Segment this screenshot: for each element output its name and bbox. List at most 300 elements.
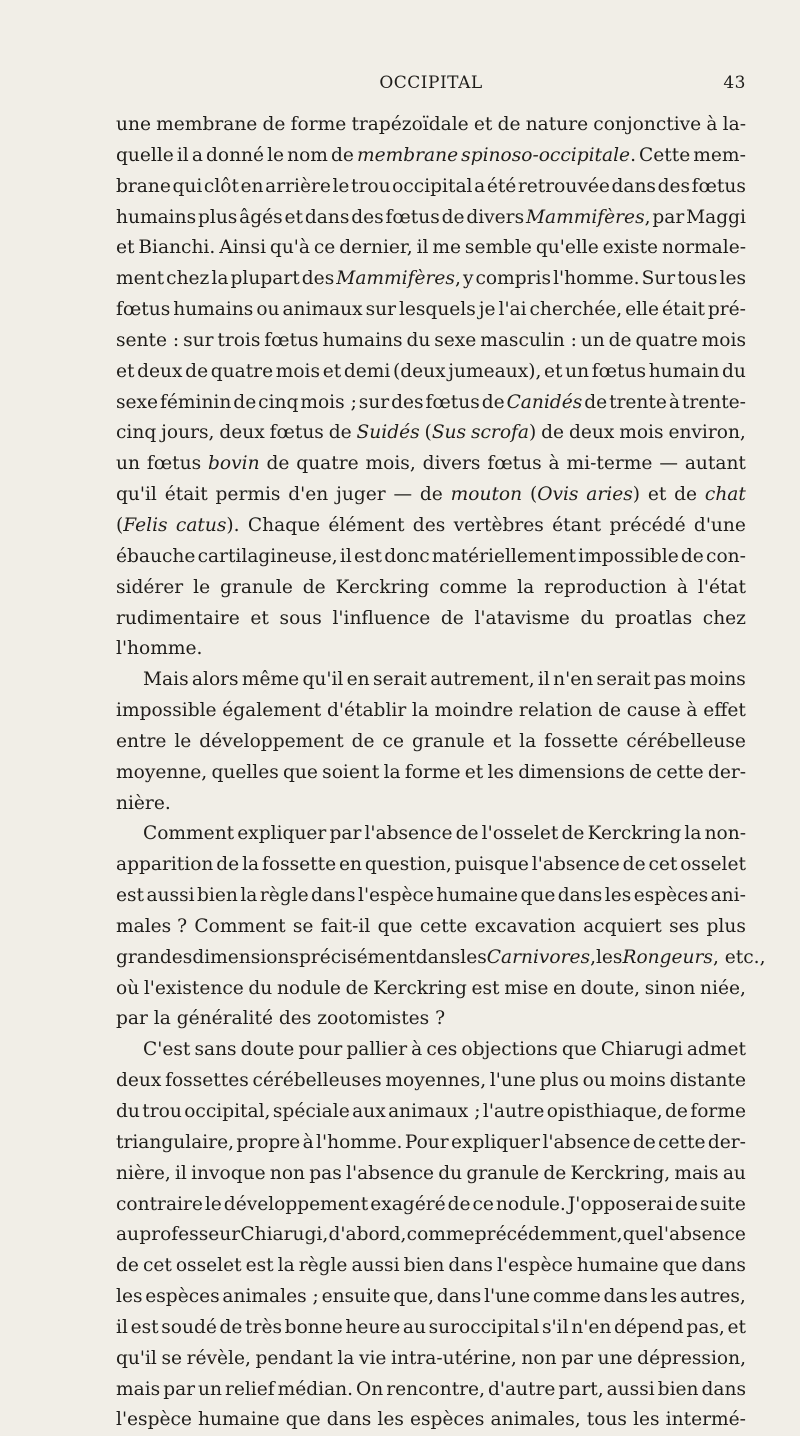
word-text: Chiarugi (600, 1039, 683, 1061)
word (677, 573, 688, 604)
word-text: de (455, 823, 479, 845)
word (692, 172, 746, 203)
word (116, 264, 164, 295)
word-text: la (240, 885, 258, 907)
word (384, 542, 430, 573)
word (474, 172, 485, 203)
word-text: impossible (578, 545, 679, 567)
text-line (116, 542, 746, 573)
word-text: forme (290, 114, 347, 135)
word-text: cérébelleuse (626, 730, 746, 752)
word (273, 1097, 350, 1128)
word (270, 1159, 305, 1190)
word (472, 974, 500, 1005)
word-text: fœtus (146, 453, 202, 475)
word (412, 696, 429, 727)
word (561, 1344, 593, 1375)
word (584, 388, 607, 419)
text-line (116, 604, 746, 635)
word-text: sente : (116, 329, 180, 351)
word-text: suroccipital (428, 1316, 540, 1338)
word (116, 974, 139, 1005)
italic-word: mouton (450, 484, 523, 506)
word-text: ses (669, 915, 700, 937)
word-text: je (478, 299, 496, 321)
word-text: que (561, 1039, 597, 1061)
word-text: sexe (116, 391, 159, 413)
word (622, 943, 765, 974)
word (436, 881, 518, 912)
word-text: de (233, 391, 257, 413)
word (177, 141, 189, 172)
word-text: elle (625, 299, 659, 321)
word (685, 449, 746, 480)
word-text: granule (220, 576, 293, 598)
word-text: de (330, 144, 354, 166)
word (411, 1035, 422, 1066)
word (299, 943, 416, 974)
word (298, 1035, 342, 1066)
word-text: un (565, 360, 590, 382)
word-text: nom (287, 144, 328, 166)
text-line (116, 573, 746, 604)
text-line (116, 881, 746, 912)
word (441, 604, 464, 635)
word-text: mois (275, 360, 321, 382)
text-line (116, 1097, 746, 1128)
word-text: espèces (145, 1286, 220, 1308)
word-text: de (440, 607, 464, 629)
word (603, 1282, 648, 1313)
word-text: que (377, 915, 413, 937)
word (536, 233, 599, 264)
word-text: trou (142, 1101, 182, 1122)
word (327, 1405, 372, 1436)
word (359, 388, 389, 419)
word-text: osselet (680, 854, 746, 876)
word (694, 511, 746, 542)
word-text: que (285, 1409, 321, 1431)
word (598, 1344, 633, 1375)
word (116, 203, 196, 234)
word (648, 480, 666, 511)
word-text: y (462, 268, 474, 290)
word-text: la (211, 268, 229, 290)
word (391, 1344, 517, 1375)
word-text: sexe (434, 329, 477, 351)
word (416, 943, 461, 974)
text-line (116, 388, 746, 419)
italic-word: catus (175, 514, 227, 536)
word-text: de (608, 329, 632, 351)
word-text: humaine (576, 1255, 659, 1277)
word-text: reproduction (544, 576, 667, 598)
word (496, 1190, 566, 1221)
word (285, 1313, 343, 1344)
word (580, 604, 604, 635)
word-text: la- (722, 114, 746, 135)
word-text: les (604, 885, 632, 907)
word-text: Pour (404, 1131, 449, 1153)
word-text: l'espèce (496, 1255, 573, 1277)
word (405, 1128, 449, 1159)
word-text: de (497, 114, 521, 135)
word (682, 388, 746, 419)
word-text: cette (656, 761, 704, 783)
word (426, 388, 480, 419)
word-text: cinq (258, 391, 299, 413)
word (544, 573, 667, 604)
word-text: intra-utérine, (391, 1347, 517, 1369)
word-text: autrement, (430, 669, 535, 691)
word-text: très (245, 1316, 283, 1338)
word (220, 573, 293, 604)
word (331, 141, 354, 172)
word-text: et (544, 360, 563, 382)
word-text: en (339, 854, 362, 876)
word-text: environ, (668, 422, 746, 444)
word (665, 1097, 688, 1128)
word-text: Chaque (247, 514, 321, 536)
word (521, 1344, 556, 1375)
word (633, 1405, 660, 1436)
word-text: que, (393, 1286, 435, 1308)
word (432, 233, 461, 264)
word-text: de (598, 700, 622, 722)
word-text: de (351, 730, 375, 752)
word (541, 418, 564, 449)
word-text: nodule. (495, 1193, 566, 1215)
word (383, 727, 404, 758)
word-text: animaux (282, 299, 363, 321)
word-text: dans (304, 206, 350, 228)
word-text: opisthiaque, (546, 1101, 663, 1122)
word (339, 233, 412, 264)
word-text: Bianchi. (138, 237, 216, 259)
word-text: les (377, 1409, 404, 1431)
word (442, 203, 465, 234)
word (198, 542, 338, 573)
word (519, 696, 593, 727)
word-text: dépend (613, 1316, 684, 1338)
word (340, 542, 352, 573)
word-text: sinon (644, 977, 696, 999)
word (540, 1066, 579, 1097)
word-text: de (266, 453, 290, 475)
word-text: Cette (639, 144, 691, 166)
word (393, 1282, 434, 1313)
word (392, 172, 472, 203)
word-text: acquiert (583, 915, 662, 937)
word-text: est (116, 885, 145, 907)
word (547, 1097, 663, 1128)
word (423, 449, 481, 480)
word-text: trois (217, 329, 261, 351)
word (544, 357, 562, 388)
text-line (116, 696, 746, 727)
word-text: Sur (641, 268, 676, 290)
text-line (116, 418, 746, 449)
word (216, 850, 239, 881)
word-text: spéciale (272, 1101, 350, 1122)
word (302, 665, 343, 696)
word (116, 1251, 139, 1282)
word (194, 1035, 236, 1066)
word (173, 295, 253, 326)
word (609, 326, 632, 357)
word (267, 141, 284, 172)
word-text: la (242, 854, 260, 876)
word-text: fœtus (487, 453, 542, 475)
word-text: de (674, 484, 698, 506)
word (116, 1405, 192, 1436)
word-text: retrouvée (517, 175, 610, 197)
word (216, 480, 281, 511)
word-text: quelles (211, 761, 279, 783)
word-text: chez (702, 607, 746, 629)
text-line (116, 1004, 746, 1035)
word-text: clôt (203, 175, 239, 197)
word-text: relief (224, 1378, 275, 1400)
word (475, 912, 576, 943)
word-text: règle (298, 1255, 348, 1277)
word-text: fœtus (591, 360, 647, 382)
text-line (116, 974, 746, 1005)
word (693, 141, 746, 172)
word-text: bien (403, 1255, 445, 1277)
word-text: que (520, 885, 556, 907)
text-line (116, 1066, 746, 1097)
word (571, 1159, 671, 1190)
word-text: doute, (580, 977, 641, 999)
word (146, 881, 194, 912)
word (448, 1251, 493, 1282)
word (116, 1097, 140, 1128)
word-text: nière, (116, 1162, 171, 1184)
word-text: d'une (693, 514, 746, 536)
word (185, 357, 208, 388)
word (542, 1128, 630, 1159)
word-text: excavation (474, 915, 576, 937)
text-line (116, 1405, 746, 1436)
word-text: l'atavisme (474, 607, 570, 629)
word (634, 881, 708, 912)
word (116, 480, 157, 511)
word (359, 1344, 386, 1375)
word (577, 1251, 659, 1282)
word-text: C'est (143, 1039, 191, 1061)
word-text: le (193, 576, 211, 598)
word (347, 665, 370, 696)
word-text: non (269, 1162, 306, 1184)
word (701, 1251, 746, 1282)
word-text: le (174, 730, 192, 752)
word-text: de (665, 1101, 688, 1122)
word-text: l'espèce (116, 1409, 192, 1431)
word-text: fœtus (385, 206, 440, 228)
word-text: proatlas (615, 607, 693, 629)
word-text: ébauche (116, 545, 196, 567)
word-text: que (662, 1255, 698, 1277)
word (553, 264, 639, 295)
word (116, 326, 179, 357)
word (407, 1220, 475, 1251)
word (143, 1035, 190, 1066)
word (205, 1190, 222, 1221)
word (208, 449, 260, 480)
italic-word: membrane (356, 144, 459, 166)
word (698, 573, 746, 604)
word-text: de (262, 114, 286, 135)
word-text: permis (215, 484, 281, 506)
word-text: de (216, 854, 240, 876)
word (303, 573, 326, 604)
word-text: quatre (296, 453, 359, 475)
word-text: d'établir (326, 700, 407, 722)
word-text: dans (311, 885, 356, 907)
word-text: les (487, 761, 514, 783)
word-text: qu'il (302, 669, 344, 691)
word (231, 264, 300, 295)
word (651, 1282, 678, 1313)
word-text: dans (701, 1255, 746, 1277)
word (299, 1251, 348, 1282)
word (484, 1282, 530, 1313)
word-text: de (441, 206, 465, 228)
word-text: à (668, 391, 680, 413)
word (116, 141, 174, 172)
word (224, 1190, 368, 1221)
word (544, 727, 618, 758)
word (116, 1128, 234, 1159)
word (687, 1035, 746, 1066)
word-text: sous (279, 607, 322, 629)
word-text: le (267, 144, 285, 166)
italic-word: Canidés (506, 391, 583, 413)
word-text: et (116, 360, 135, 382)
word (662, 233, 746, 264)
word-text: dernier, (339, 237, 413, 259)
word (337, 1344, 354, 1375)
word (499, 295, 527, 326)
word (241, 172, 264, 203)
word-text: nodule (276, 977, 341, 999)
word-text: der- (707, 761, 746, 783)
text-line (116, 912, 746, 943)
word (211, 357, 273, 388)
word (198, 1405, 280, 1436)
word (370, 1190, 445, 1221)
body-text (116, 110, 766, 1436)
word-text: mise (504, 977, 549, 999)
word-text: dans (701, 1378, 746, 1400)
word (276, 357, 320, 388)
word-text: grandes (116, 946, 193, 968)
word (191, 1159, 266, 1190)
word (385, 1066, 486, 1097)
text-line (116, 511, 746, 542)
word (388, 1097, 480, 1128)
word (670, 1066, 746, 1097)
word-text: du (580, 607, 605, 629)
word (302, 264, 334, 295)
word (278, 1375, 353, 1406)
word-text: pallier (346, 1039, 408, 1061)
word-text: plus (197, 206, 238, 228)
word-text: sur (183, 329, 214, 351)
text-line (116, 1128, 746, 1159)
word (187, 1344, 251, 1375)
word-text: aussi (606, 1378, 655, 1400)
word-text: par (163, 1378, 196, 1400)
word (194, 912, 285, 943)
text-line (116, 943, 766, 974)
word-text: niée, (700, 977, 746, 999)
word-text: de (541, 422, 565, 444)
word-text: les (650, 1286, 678, 1308)
word-text: le (332, 175, 350, 197)
text-line (116, 1313, 746, 1344)
word (143, 665, 189, 696)
text-line (116, 449, 746, 480)
word (225, 1375, 275, 1406)
word (497, 1251, 573, 1282)
word (165, 480, 208, 511)
word (642, 264, 676, 295)
word-text: par la généralité des zootomistes ? (116, 1008, 446, 1030)
word (662, 295, 705, 326)
word-text: des (351, 206, 384, 228)
word-text: der- (707, 1131, 746, 1153)
word-text: l'homme. (116, 638, 203, 660)
word-text: moindre (434, 700, 514, 722)
word-text: n'en (553, 669, 594, 691)
word (346, 1159, 434, 1190)
word-text: aussi (146, 885, 195, 907)
word (669, 912, 699, 943)
word-text: des (301, 268, 335, 290)
word (116, 1220, 139, 1251)
word (393, 357, 446, 388)
word (246, 1251, 274, 1282)
word-text: forme (404, 761, 461, 783)
word-text: bonne (284, 1316, 343, 1338)
word (277, 974, 341, 1005)
word (286, 1405, 321, 1436)
word-text: doute (240, 1039, 295, 1061)
word-text: mois ; (300, 391, 357, 413)
word-text: . (630, 144, 636, 166)
word (328, 511, 404, 542)
word-text: est (130, 1316, 159, 1338)
word (476, 264, 552, 295)
word-text: il (339, 545, 352, 567)
word (723, 110, 746, 141)
word-text: précédemment, (474, 1224, 623, 1246)
word (461, 1035, 557, 1066)
word (233, 388, 256, 419)
word-text: l'absence (657, 1224, 746, 1246)
word-text: de (629, 761, 653, 783)
word (192, 943, 299, 974)
word-text: triangulaire, (116, 1131, 235, 1153)
word (727, 1313, 745, 1344)
word (373, 974, 467, 1005)
word-text: l'absence (531, 854, 620, 876)
text-line (116, 326, 746, 357)
word-text: l'homme. (553, 268, 640, 290)
word (425, 418, 467, 449)
